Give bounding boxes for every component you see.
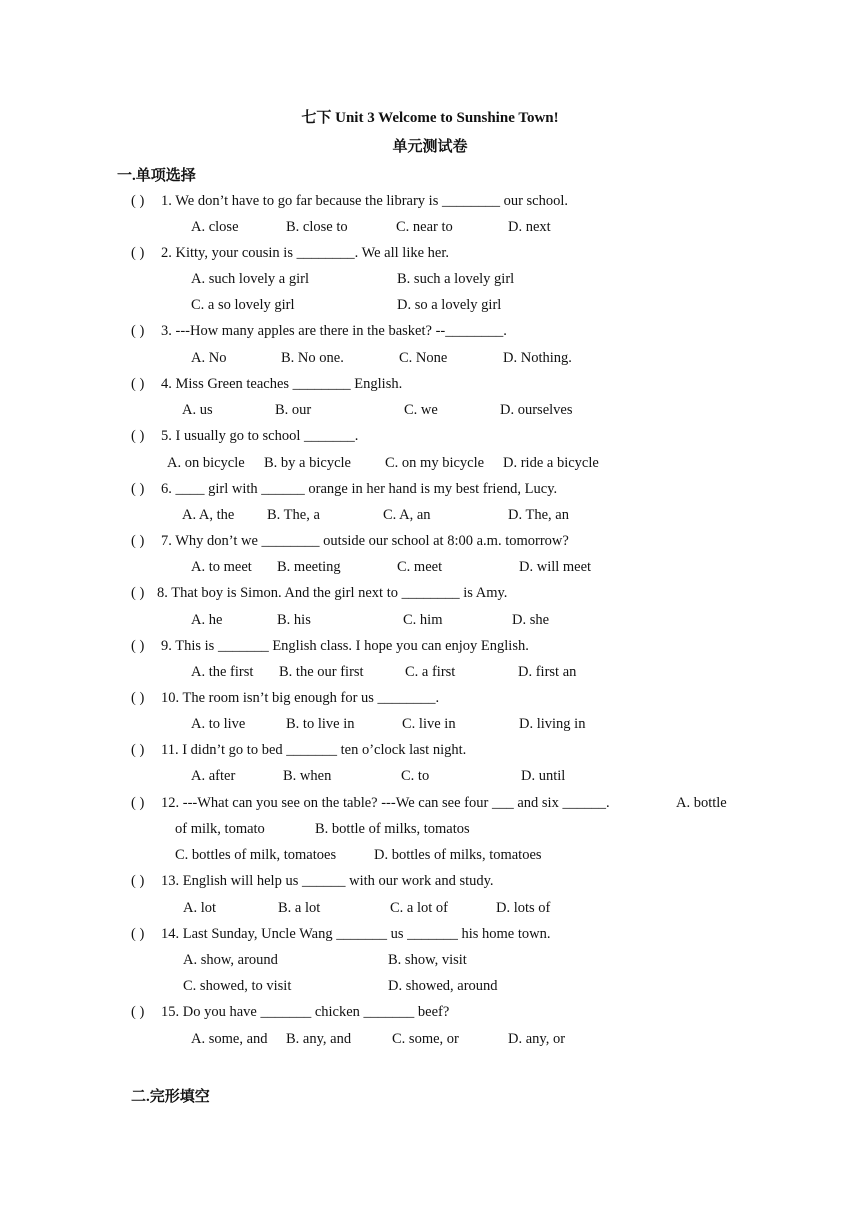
- option: D. Nothing.: [503, 350, 572, 366]
- answer-blank[interactable]: ( ): [131, 245, 145, 261]
- option: A. such lovely a girl: [191, 271, 309, 287]
- option: C. a so lovely girl: [191, 297, 295, 313]
- option: B. our: [275, 402, 312, 418]
- option: B. to live in: [286, 716, 355, 732]
- option: D. will meet: [519, 559, 592, 575]
- question-stem: 11. I didn’t go to bed _______ ten o’clock last night.: [161, 742, 467, 758]
- section-heading-multiple-choice: 一.单项选择: [117, 168, 196, 184]
- option: D. until: [521, 768, 566, 784]
- question-10: [131, 690, 439, 707]
- option: C. bottles of milk, tomatoes: [175, 847, 337, 863]
- option: C. A, an: [383, 507, 431, 523]
- question-5: [131, 428, 358, 445]
- question-stem: 4. Miss Green teaches ________ English.: [161, 376, 403, 392]
- question-13: [131, 873, 494, 890]
- option: A. show, around: [183, 952, 278, 968]
- question-8: [131, 585, 507, 602]
- option: D. living in: [519, 716, 586, 732]
- question-stem: 1. We don’t have to go far because the library is ________ our school.: [161, 193, 569, 209]
- option: B. when: [283, 768, 332, 784]
- answer-blank[interactable]: ( ): [131, 1004, 145, 1020]
- option: C. a lot of: [390, 900, 448, 916]
- option: B. any, and: [286, 1031, 352, 1047]
- question-stem: 10. The room isn’t big enough for us ________.: [161, 690, 440, 706]
- question-stem: 13. English will help us ______ with our work and study.: [161, 873, 494, 889]
- option: C. near to: [396, 219, 453, 235]
- question-3: [131, 323, 507, 340]
- option: B. bottle of milks, tomatos: [315, 821, 470, 837]
- answer-blank[interactable]: ( ): [131, 742, 145, 758]
- question-stem: 5. I usually go to school _______.: [161, 428, 359, 444]
- option: A. close: [191, 219, 239, 235]
- option: A. lot: [183, 900, 217, 916]
- question-12: [131, 795, 610, 812]
- question-2: [131, 245, 449, 262]
- section-heading-cloze: 二.完形填空: [131, 1089, 210, 1105]
- question-stem: 14. Last Sunday, Uncle Wang _______ us _______ his home town.: [161, 926, 551, 942]
- question-14: [131, 926, 551, 943]
- option: A. the first: [191, 664, 254, 680]
- option: B. close to: [286, 219, 348, 235]
- question-stem: 7. Why don’t we ________ outside our school at 8:00 a.m. tomorrow?: [161, 533, 569, 549]
- option: D. next: [508, 219, 551, 235]
- option: B. his: [277, 612, 311, 628]
- option: A. A, the: [182, 507, 235, 523]
- question-stem: 6. ____ girl with ______ orange in her hand is my best friend, Lucy.: [161, 481, 558, 497]
- option: A. to meet: [191, 559, 252, 575]
- option: of milk, tomato: [175, 821, 265, 837]
- option: B. show, visit: [388, 952, 467, 968]
- option: D. lots of: [496, 900, 551, 916]
- option: A. bottle: [676, 795, 727, 811]
- option: D. ourselves: [500, 402, 573, 418]
- option: B. a lot: [278, 900, 321, 916]
- option: D. The, an: [508, 507, 569, 523]
- option: C. to: [401, 768, 430, 784]
- option: A. to live: [191, 716, 246, 732]
- answer-blank[interactable]: ( ): [131, 873, 145, 889]
- answer-blank[interactable]: ( ): [131, 926, 145, 942]
- option: D. so a lovely girl: [397, 297, 502, 313]
- option: C. a first: [405, 664, 456, 680]
- option: A. he: [191, 612, 223, 628]
- question-stem: 3. ---How many apples are there in the basket? --________.: [161, 323, 507, 339]
- option: C. live in: [402, 716, 456, 732]
- question-15: [131, 1004, 449, 1021]
- option: B. meeting: [277, 559, 341, 575]
- option: B. No one.: [281, 350, 344, 366]
- option: B. such a lovely girl: [397, 271, 515, 287]
- answer-blank[interactable]: ( ): [131, 690, 145, 706]
- option: C. on my bicycle: [385, 455, 485, 471]
- option: D. bottles of milks, tomatoes: [374, 847, 542, 863]
- option: C. meet: [397, 559, 443, 575]
- option: B. the our first: [279, 664, 364, 680]
- option: C. him: [403, 612, 443, 628]
- option: C. we: [404, 402, 438, 418]
- question-stem: 9. This is _______ English class. I hope you can enjoy English.: [161, 638, 529, 654]
- answer-blank[interactable]: ( ): [131, 585, 145, 601]
- option: B. by a bicycle: [264, 455, 351, 471]
- option: A. No: [191, 350, 227, 366]
- option: A. after: [191, 768, 236, 784]
- question-stem: 2. Kitty, your cousin is ________. We all like her.: [161, 245, 449, 261]
- option: A. us: [182, 402, 213, 418]
- question-stem: 12. ---What can you see on the table? ---We can see four ___ and six ______.: [161, 795, 610, 811]
- option: D. first an: [518, 664, 577, 680]
- question-4: [131, 376, 402, 393]
- question-9: [131, 638, 529, 655]
- answer-blank[interactable]: ( ): [131, 323, 145, 339]
- question-stem: 8. That boy is Simon. And the girl next to ________ is Amy.: [157, 585, 508, 601]
- option: A. some, and: [191, 1031, 268, 1047]
- option: C. None: [399, 350, 448, 366]
- answer-blank[interactable]: ( ): [131, 481, 145, 497]
- option: D. showed, around: [388, 978, 498, 994]
- option: D. ride a bicycle: [503, 455, 599, 471]
- answer-blank[interactable]: ( ): [131, 638, 145, 654]
- option: D. any, or: [508, 1031, 566, 1047]
- question-stem: 15. Do you have _______ chicken _______ beef?: [161, 1004, 450, 1020]
- page-subtitle: 单元测试卷: [392, 139, 468, 155]
- page-title: 七下 Unit 3 Welcome to Sunshine Town!: [301, 110, 559, 126]
- question-1: [131, 193, 568, 210]
- answer-blank[interactable]: ( ): [131, 428, 145, 444]
- option: A. on bicycle: [167, 455, 245, 471]
- question-6: [131, 481, 557, 498]
- option: D. she: [512, 612, 550, 628]
- answer-blank[interactable]: ( ): [131, 376, 145, 392]
- option: C. some, or: [392, 1031, 459, 1047]
- answer-blank[interactable]: ( ): [131, 193, 145, 209]
- answer-blank[interactable]: ( ): [131, 795, 145, 811]
- question-7: [131, 533, 569, 550]
- answer-blank[interactable]: ( ): [131, 533, 145, 549]
- option: C. showed, to visit: [183, 978, 292, 994]
- option: B. The, a: [267, 507, 320, 523]
- question-11: [131, 742, 466, 759]
